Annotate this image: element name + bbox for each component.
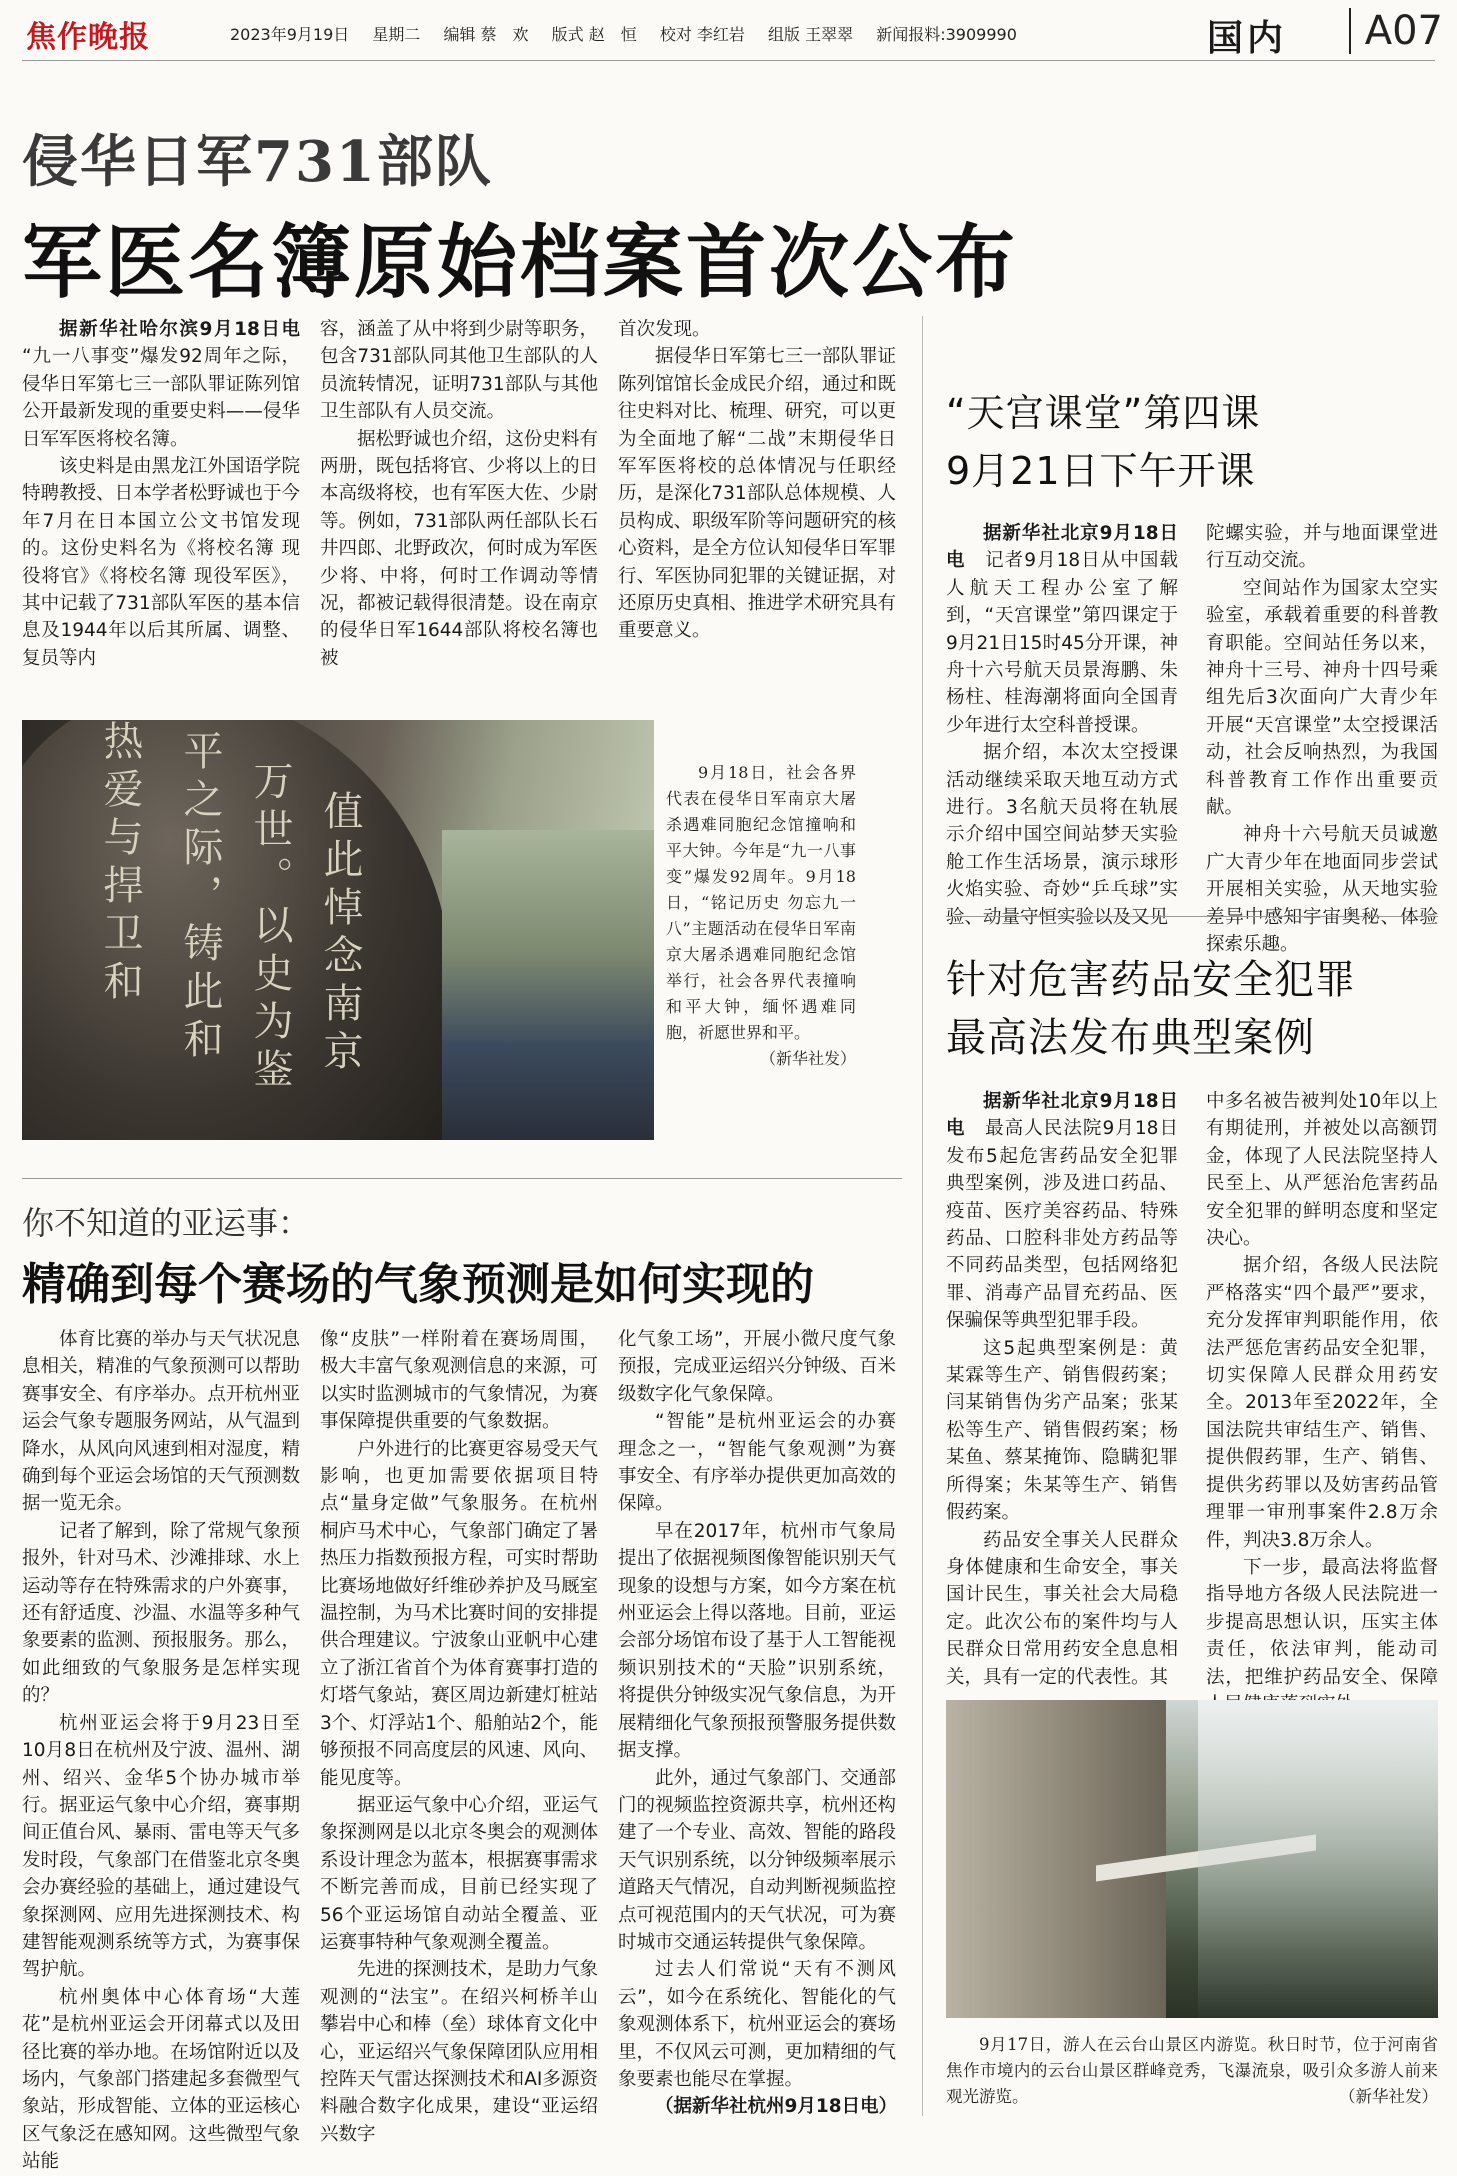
peace-bell-photo <box>22 720 654 1140</box>
newspaper-logo: 焦作晚报 <box>26 20 150 55</box>
article2-kicker: 你不知道的亚运事： <box>22 1204 311 1242</box>
paragraph: 过去人们常说“天有不测风云”，如今在系统化、智能化的气象观测体系下，杭州亚运会的赛场里，不仅风云可测，更加精细的气象要素也能尽在掌握。 <box>618 1959 896 2090</box>
photo-credit: （新华社发） <box>759 1049 856 1068</box>
dateline: 据新华社北京9月18日电 <box>946 1091 1178 1140</box>
photo-credit: （新华社发） <box>1339 2087 1438 2106</box>
paragraph: 据介绍，各级人民法院严格落实“四个最严”要求，充分发挥审判职能作用，依法严惩危害药品安全犯罪，切实保障人民群众用药安全。2013年至2022年，全国法院共审结生产、销售、提供假药罪，生产、销售、提供劣药罪以及妨害药品管理罪一审刑事案件2.8万余件，判决3.8万余人。 <box>1206 1255 1438 1551</box>
article3-col1 <box>946 520 1178 931</box>
bell-inscription: 热爱与捍卫和 <box>97 720 143 1008</box>
article3-headline-line2: 9月21日下午开课 <box>946 449 1256 493</box>
article3-headline-line1: “天宫课堂”第四课 <box>946 391 1261 435</box>
editor-credit: 编辑 蔡 欢 <box>443 25 529 44</box>
news-hotline: 新闻报料:3909990 <box>876 25 1017 44</box>
paragraph: 记者了解到，除了常规气象预报外，针对马术、沙滩排球、水上运动等存在特殊需求的户外赛事，还有舒适度、沙温、水温等多种气象要素的监测、预报服务。那么，如此细致的气象服务是怎样实现的？ <box>22 1520 300 1707</box>
paragraph: 这5起典型案例是：黄某霖等生产、销售假药案；闫某销售伪劣产品案；张某松等生产、销售假药案；杨某鱼、蔡某掩饰、隐瞒犯罪所得案；朱某等生产、销售假药案。 <box>946 1337 1178 1524</box>
caption-text: 9月18日，社会各界代表在侵华日军南京大屠杀遇难同胞纪念馆撞响和平大钟。今年是“九一八事变”爆发92周年。9月18日，“铭记历史 勿忘九一八”主题活动在侵华日军南京大屠杀遇难同胞纪念馆举行，社会各界代表撞响和平大钟，缅怀遇难同胞，祈愿世界和平。 <box>666 763 856 1042</box>
paragraph: 像“皮肤”一样附着在赛场周围，极大丰富气象观测信息的来源，可以实时监测城市的气象情况，为赛事保障提供重要的气象数据。 <box>320 1329 598 1433</box>
paragraph: 据亚运气象中心介绍，亚运气象探测网是以北京冬奥会的观测体系设计理念为蓝本，根据赛事需求不断完善而成，目前已经实现了56个亚运场馆自动站全覆盖、亚运赛事特种气象观测全覆盖。 <box>320 1794 598 1953</box>
paragraph <box>946 520 1178 739</box>
paragraph: 容，涵盖了从中将到少尉等职务，包含731部队同其他卫生部队的人员流转情况，证明731部队与其他卫生部队有人员交流。 <box>320 319 598 423</box>
article2-source: （据新华社杭州9月18日电） <box>655 2096 898 2118</box>
column-divider <box>922 316 923 2116</box>
issue-date: 2023年9月19日 <box>230 25 350 44</box>
paragraph: 此外，通过气象部门、交通部门的视频监控资源共享，杭州还构建了一个专业、高效、智能的路段天气识别系统，以分钟级频率展示道路天气情况，自动判断视频监控点可视范围内的天气状况，可为赛时城市交通运转提供气象保障。 <box>618 1767 896 1953</box>
masthead <box>0 0 1457 60</box>
article4-col2 <box>1206 1088 1438 1718</box>
paragraph: 杭州亚运会将于9月23日至10月8日在杭州及宁波、温州、湖州、绍兴、金华5个协办城市举行。据亚运气象中心介绍，赛事期间正值台风、暴雨、雷电等天气多发时段，气象部门在借鉴北京冬奥会办赛经验的基础上，通过建设气象探测网、应用先进探测技术、构建智能观测系统等方式，为赛事保驾护航。 <box>22 1712 300 1981</box>
paragraph: “智能”是杭州亚运会的办赛理念之一，“智能气象观测”为赛事安全、有序举办提供更加高效的保障。 <box>618 1411 896 1515</box>
paragraph: 体育比赛的举办与天气状况息息相关，精准的气象预测可以帮助赛事安全、有序举办。点开杭州亚运会气象专题服务网站，从气温到降水，从风向风速到相对湿度，精确到每个亚运会场馆的天气预测数据一览无余。 <box>22 1329 300 1515</box>
paragraph: 杭州奥体中心体育场“大莲花”是杭州亚运会开闭幕式以及田径比赛的举办地。在场馆附近以及场内，气象部门搭建起多套微型气象站，形成智能、立体的亚运核心区气象泛在感知网。这些微型气象站能 <box>22 1986 300 2173</box>
paragraph: 该史料是由黑龙江外国语学院特聘教授、日本学者松野诚也于今年7月在日本国立公文书馆发现的。这份史料名为《将校名簿 现役将官》《将校名簿 现役军医》，其中记载了731部队军医的基本信息及1944年以后其所属、调整、复员等内 <box>22 456 300 669</box>
paragraph-text: “九一八事变”爆发92周年之际，侵华日军第七三一部队罪证陈列馆公开最新发现的重要史料——侵华日军军医将校名簿。 <box>22 346 300 450</box>
article2-col1 <box>22 1326 300 2176</box>
issue-info <box>230 22 1035 45</box>
photo2-caption <box>946 2032 1438 2110</box>
article2-col3 <box>618 1326 896 2121</box>
paragraph: 药品安全事关人民群众身体健康和生命安全，事关国计民生，事关社会大局稳定。此次公布的案件均与人民群众日常用药安全息息相关，具有一定的代表性。其 <box>946 1529 1178 1688</box>
paragraph: 空间站作为国家太空实验室，承载着重要的科普教育职能。空间站任务以来，神舟十三号、神舟十四号乘组先后3次面向广大青少年开展“天宫课堂”太空授课活动，社会反响热烈，为我国科普教育工作作出重要贡献。 <box>1206 577 1438 819</box>
paragraph: 中多名被告被判处10年以上有期徒刑，并被处以高额罚金，体现了人民法院坚持人民至上、从严惩治危害药品安全犯罪的鲜明态度和坚定决心。 <box>1206 1091 1438 1250</box>
crowd-figures <box>442 830 654 1140</box>
article1-kicker: 侵华日军731部队 <box>22 129 493 195</box>
section-divider <box>22 1178 902 1179</box>
paragraph: 先进的探测技术，是助力气象观测的“法宝”。在绍兴柯桥羊山攀岩中心和棒（垒）球体育文化中心，亚运绍兴气象保障团队应用相控阵天气雷达探测技术和AI多源资料融合数字化成果，建设“亚运绍兴数字 <box>320 1959 598 2145</box>
dateline: 据新华社北京9月18日电 <box>946 523 1178 572</box>
paragraph: 早在2017年，杭州市气象局提出了依据视频图像智能识别天气现象的设想与方案，如今方案在杭州亚运会上得以落地。目前，亚运会部分场馆布设了基于人工智能视频识别技术的“天脸”识别系统，将提供分钟级实况气象信息，为开展精细化气象预报预警服务提供数据支撑。 <box>618 1520 896 1762</box>
paragraph-text: 记者9月18日从中国载人航天工程办公室了解到，“天宫课堂”第四课定于9月21日15时45分开课，神舟十六号航天员景海鹏、朱杨柱、桂海潮将面向全国青少年进行太空科普授课。 <box>946 550 1178 736</box>
article2-headline: 精确到每个赛场的气象预测是如何实现的 <box>22 1259 814 1310</box>
bell-inscription: 平之际，铸此和 <box>177 730 223 1066</box>
article1-col3 <box>618 316 896 645</box>
section-name: 国内 <box>1206 18 1287 59</box>
bell-inscription: 值此悼念南京 <box>317 790 363 1078</box>
page-number: A07 <box>1349 8 1443 54</box>
header-divider <box>22 60 1435 61</box>
photo1-caption <box>666 760 856 1072</box>
article2-col2 <box>320 1326 598 2148</box>
bell-shape <box>22 720 452 1140</box>
yuntai-mountain-photo <box>946 1700 1438 2018</box>
paragraph <box>22 316 300 453</box>
article1-col1 <box>22 316 300 672</box>
article1-headline: 军医名簿原始档案首次公布 <box>22 215 1018 309</box>
article3-col2 <box>1206 520 1438 959</box>
section-divider <box>946 916 1438 917</box>
dateline: 据新华社哈尔滨9月18日电 <box>59 319 300 340</box>
paragraph: 首次发现。 <box>618 319 711 340</box>
article4-headline-line1: 针对危害药品安全犯罪 <box>946 957 1356 1003</box>
paragraph: 化气象工场”，开展小微尺度气象预报，完成亚运绍兴分钟级、百米级数字化气象保障。 <box>618 1329 896 1405</box>
bell-inscription: 万世。以史为鉴 <box>247 760 293 1096</box>
group-credit: 组版 王翠翠 <box>768 25 854 44</box>
cliff-face <box>946 1700 1166 2018</box>
paragraph: 陀螺实验，并与地面课堂进行互动交流。 <box>1206 523 1438 572</box>
paragraph <box>946 1088 1178 1335</box>
paragraph: 户外进行的比赛更容易受天气影响，也更加需要依据项目特点“量身定做”气象服务。在杭州桐庐马术中心，气象部门确定了暑热压力指数预报方程，可实时帮助比赛场地做好纤维砂养护及马厩室温控制，为马术比赛时间的安排提供合理建议。宁波象山亚帆中心建立了浙江省首个为体育赛事打造的灯塔气象站，赛区周边新建灯桩站3个、灯浮站1个、船舶站2个，能够预报不同高度层的风速、风向、能见度等。 <box>320 1438 598 1789</box>
issue-weekday: 星期二 <box>372 25 421 44</box>
proof-credit: 校对 李红岩 <box>659 25 745 44</box>
article4-headline-line2: 最高法发布典型案例 <box>946 1015 1315 1061</box>
article1-col2 <box>320 316 598 672</box>
paragraph: 据介绍，本次太空授课活动继续采取天地互动方式进行。3名航天员将在轨展示介绍中国空间站梦天实验舱工作生活场景，演示球形火焰实验、奇妙“乒乓球”实验、动量守恒实验以及又见 <box>946 742 1178 928</box>
mist-peaks <box>1198 1700 1438 2018</box>
layout-credit: 版式 赵 恒 <box>551 25 637 44</box>
paragraph-text: 最高人民法院9月18日发布5起危害药品安全犯罪典型案例，涉及进口药品、疫苗、医疗美容药品、特殊药品、口腔科非处方药品等不同药品类型，包括网络犯罪、消毒产品冒充药品、医保骗保等典型犯罪手段。 <box>946 1118 1178 1332</box>
paragraph: 神舟十六号航天员诚邀广大青少年在地面同步尝试开展相关实验，从天地实验差异中感知宇宙奥秘、体验探索乐趣。 <box>1206 824 1438 956</box>
caption-text: 9月17日，游人在云台山景区内游览。秋日时节，位于河南省焦作市境内的云台山景区群峰竞秀，飞瀑流泉，吸引众多游人前来观光游览。 <box>946 2035 1438 2106</box>
paragraph: 据松野诚也介绍，这份史料有两册，既包括将官、少将以上的日本高级将校，也有军医大佐、少尉等。例如，731部队两任部队长石井四郎、北野政次，何时成为军医少将、中将，何时工作调动等情况，都被记载得很清楚。设在南京的侵华日军1644部队将校名簿也被 <box>320 428 598 669</box>
paragraph: 下一步，最高法将监督指导地方各级人民法院进一步提高思想认识，压实主体责任，依法审判，能动司法，把维护药品安全、保障 <box>1206 1556 1438 1688</box>
article4-col1 <box>946 1088 1178 1691</box>
paragraph: 据侵华日军第七三一部队罪证陈列馆馆长金成民介绍，通过和既往史料对比、梳理、研究，可以更为全面地了解“二战”末期侵华日军军医将校的总体情况与任职经历，是深化731部队总体规模、人员构成、职级军阶等问题研究的核心资料，是全方位认知侵华日军罪行、军医协同犯罪的关键证据，对还原历史真相、推进学术研究具有重要意义。 <box>618 346 896 642</box>
